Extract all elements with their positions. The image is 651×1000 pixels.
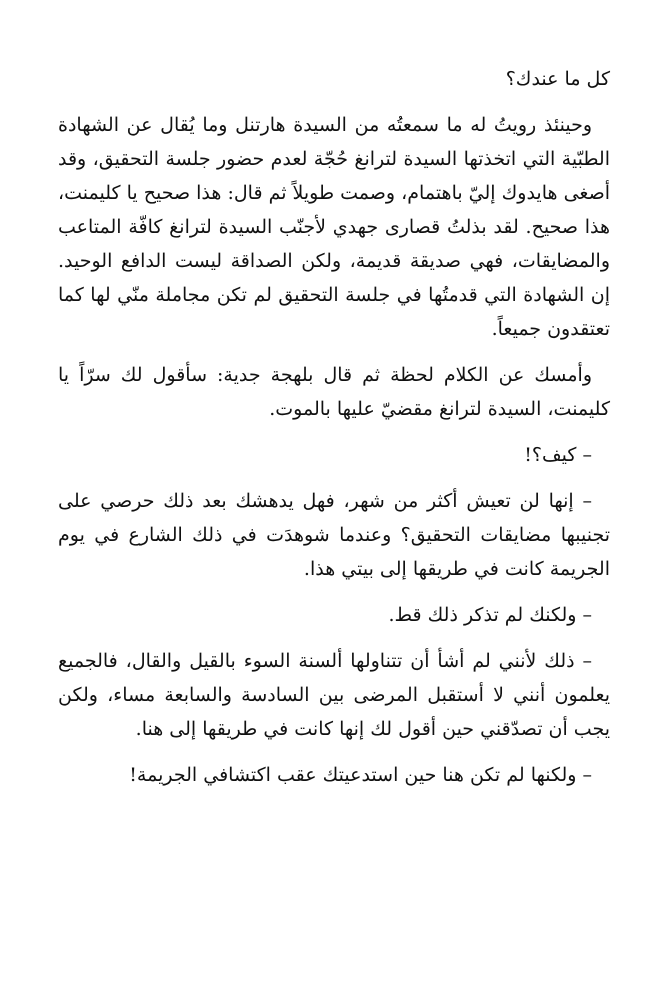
paragraph-dialogue-month: – إنها لن تعيش أكثر من شهر، فهل يدهشك بعد ذلك حرصي على تجنيبها مضايقات التحقيق؟ وعندما شوهدَت في ذلك الشارع في يوم الجريمة كانت في طريقها إلى بيتي هذا. xyxy=(58,490,610,580)
paragraph-question: كل ما عندك؟ xyxy=(505,68,610,90)
paragraph-dialogue-gossip: – ذلك لأنني لم أشأ أن تتناولها ألسنة السوء بالقيل والقال، فالجميع يعلمون أنني لا أستقبل المرضى بين السادسة والسابعة مساء، ولكن يجب أن تصدّقني حين أقول لك إنها كانت في طريقها إلى هنا. xyxy=(58,650,610,740)
book-page xyxy=(58,62,610,804)
paragraph-secret: وأمسك عن الكلام لحظة ثم قال بلهجة جدية: سأقول لك سرّاً يا كليمنت، السيدة لترانغ مقضيّ عليها بالموت. xyxy=(58,364,610,420)
paragraph-dialogue-never: – ولكنك لم تذكر ذلك قط. xyxy=(388,604,592,626)
paragraph-dialogue-not-here: – ولكنها لم تكن هنا حين استدعيتك عقب اكتشافي الجريمة! xyxy=(129,764,592,786)
paragraph-narration: وحينئذ رويتُ له ما سمعتُه من السيدة هارتنل وما يُقال عن الشهادة الطبّية التي اتخذتها السيدة لترانغ حُجّة لعدم حضور جلسة التحقيق، وقد أصغى هايدوك إليّ باهتمام، وصمت طويلاً ثم قال: هذا صحيح يا كليمنت، هذا صحيح. لقد بذلتُ قصارى جهدي لأجنّب السيدة لترانغ كافّة المتاعب والمضايقات، فهي صديقة قديمة، ولكن الصداقة ليست الدافع الوحيد. إن الشهادة التي قدمتُها في جلسة التحقيق لم تكن مجاملة منّي لها كما تعتقدون جميعاً. xyxy=(57,114,610,340)
paragraph-dialogue-how: – كيف؟! xyxy=(524,444,592,466)
